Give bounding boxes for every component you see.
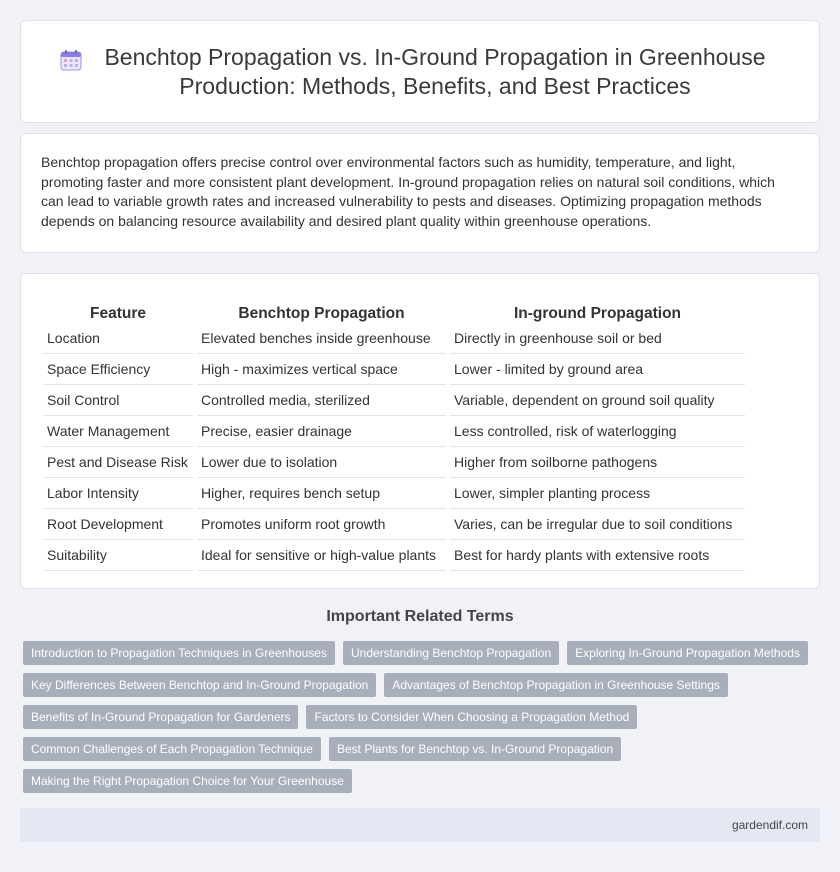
comparison-card	[20, 273, 820, 589]
related-term-tag[interactable]: Exploring In-Ground Propagation Methods	[567, 641, 808, 665]
feature-cell: Suitability	[43, 540, 193, 571]
related-term-tag[interactable]: Benefits of In-Ground Propagation for Gardeners	[23, 705, 298, 729]
in-ground-cell: Variable, dependent on ground soil quality	[450, 385, 745, 416]
column-header-feature: Feature	[90, 305, 146, 322]
column-header-benchtop: Benchtop Propagation	[238, 305, 405, 322]
feature-cell: Water Management	[43, 416, 193, 447]
related-terms-list	[23, 641, 813, 793]
benchtop-cell: Promotes uniform root growth	[197, 509, 446, 540]
related-term-tag[interactable]: Introduction to Propagation Techniques in Greenhouses	[23, 641, 335, 665]
table-row	[43, 540, 745, 571]
table-row	[43, 509, 745, 540]
in-ground-cell: Varies, can be irregular due to soil conditions	[450, 509, 745, 540]
feature-cell: Space Efficiency	[43, 354, 193, 385]
benchtop-cell: Higher, requires bench setup	[197, 478, 446, 509]
feature-cell: Soil Control	[43, 385, 193, 416]
in-ground-cell: Directly in greenhouse soil or bed	[450, 323, 745, 354]
benchtop-cell: Lower due to isolation	[197, 447, 446, 478]
in-ground-cell: Best for hardy plants with extensive roots	[450, 540, 745, 571]
table-header-row	[43, 296, 745, 323]
related-term-tag[interactable]: Key Differences Between Benchtop and In-Ground Propagation	[23, 673, 376, 697]
benchtop-cell: Elevated benches inside greenhouse	[197, 323, 446, 354]
page-title: Benchtop Propagation vs. In-Ground Propagation in Greenhouse Production: Methods, Benefits, and Best Practices	[104, 43, 766, 99]
related-term-tag[interactable]: Common Challenges of Each Propagation Technique	[23, 737, 321, 761]
feature-cell: Root Development	[43, 509, 193, 540]
benchtop-cell: High - maximizes vertical space	[197, 354, 446, 385]
table-row	[43, 478, 745, 509]
benchtop-cell: Ideal for sensitive or high-value plants	[197, 540, 446, 571]
in-ground-cell: Higher from soilborne pathogens	[450, 447, 745, 478]
footer-site-name[interactable]: gardendif.com	[731, 818, 808, 832]
column-header-in-ground: In-ground Propagation	[513, 305, 682, 322]
table-row	[43, 416, 745, 447]
table-row	[43, 323, 745, 354]
related-term-tag[interactable]: Understanding Benchtop Propagation	[343, 641, 559, 665]
related-term-tag[interactable]: Making the Right Propagation Choice for Your Greenhouse	[23, 769, 352, 793]
comparison-table	[39, 296, 749, 571]
header-card	[20, 20, 820, 123]
related-term-tag[interactable]: Factors to Consider When Choosing a Propagation Method	[306, 705, 637, 729]
related-term-tag[interactable]: Best Plants for Benchtop vs. In-Ground Propagation	[329, 737, 621, 761]
related-terms-heading: Important Related Terms	[326, 608, 514, 625]
related-term-tag[interactable]: Advantages of Benchtop Propagation in Greenhouse Settings	[384, 673, 728, 697]
feature-cell: Labor Intensity	[43, 478, 193, 509]
in-ground-cell: Lower, simpler planting process	[450, 478, 745, 509]
table-row	[43, 385, 745, 416]
in-ground-cell: Less controlled, risk of waterlogging	[450, 416, 745, 447]
intro-card	[20, 133, 820, 253]
intro-paragraph: Benchtop propagation offers precise control over environmental factors such as humidity, temperature, and light, promoting faster and more consistent plant development. In-ground propagation relies on natural soil conditions, which can lead to variable growth rates and increased vulnerability to pests and diseases. Optimizing propagation methods depends on balancing resource availability and desired plant quality within greenhouse operations.	[41, 154, 775, 229]
table-row	[43, 447, 745, 478]
table-row	[43, 354, 745, 385]
benchtop-cell: Controlled media, sterilized	[197, 385, 446, 416]
in-ground-cell: Lower - limited by ground area	[450, 354, 745, 385]
feature-cell: Pest and Disease Risk	[43, 447, 193, 478]
footer	[20, 808, 820, 842]
feature-cell: Location	[43, 323, 193, 354]
benchtop-cell: Precise, easier drainage	[197, 416, 446, 447]
